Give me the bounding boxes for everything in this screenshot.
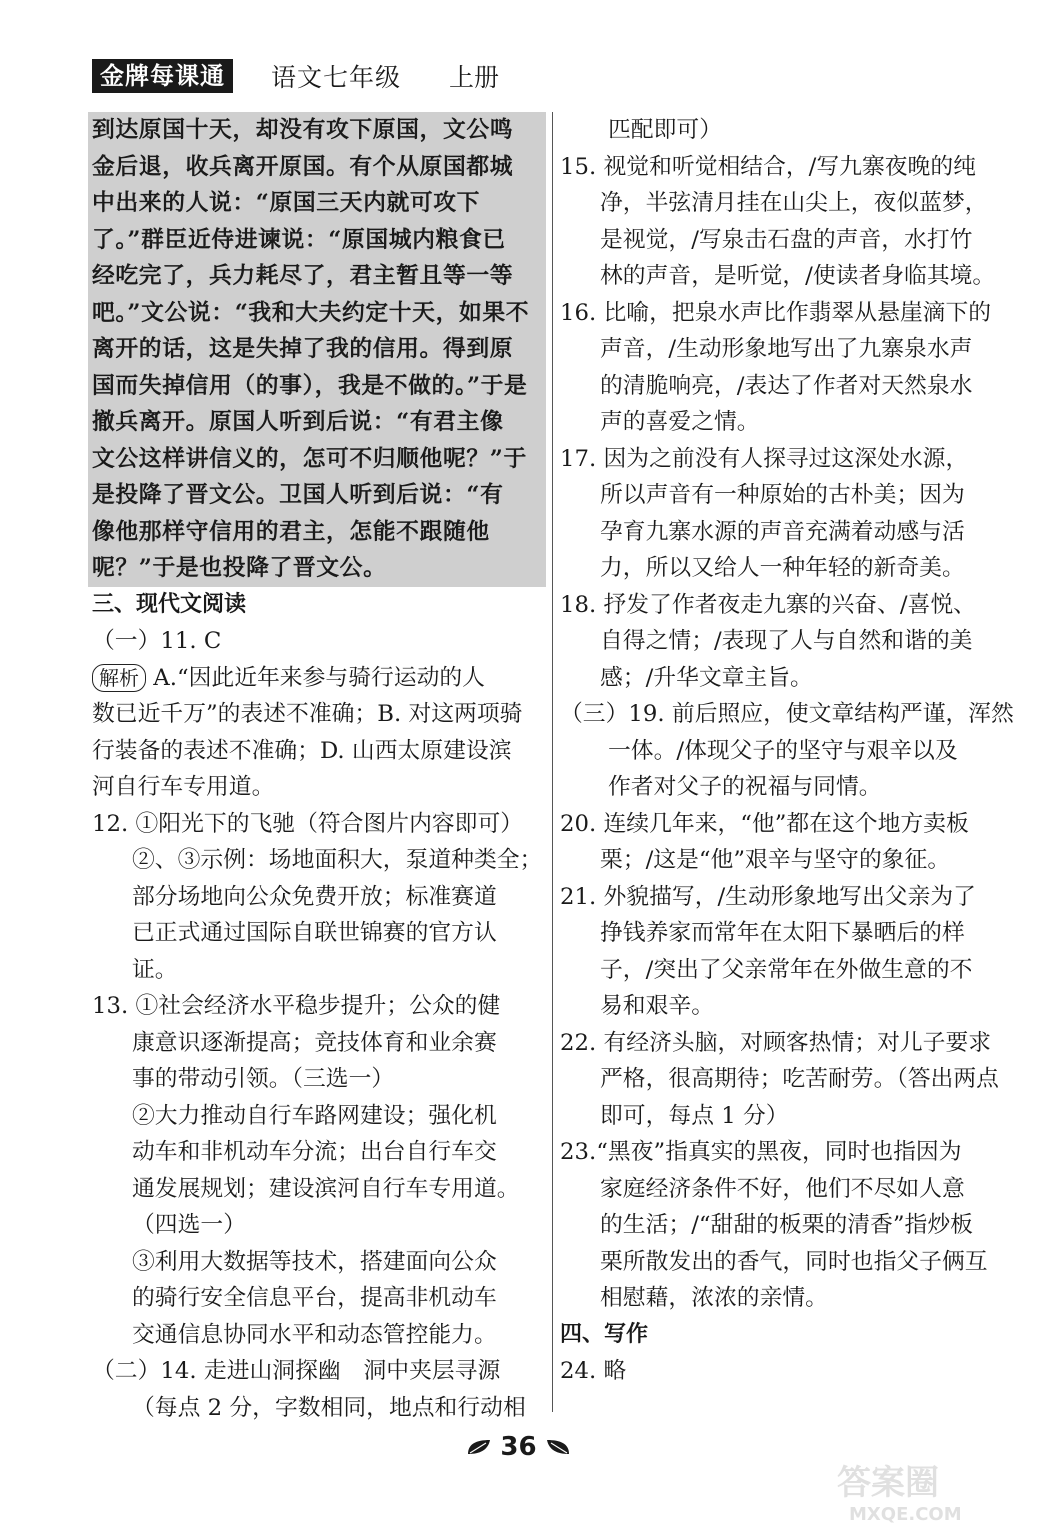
text-line: 中出来的人说：“原国三天内就可攻下	[92, 190, 481, 216]
answer-23-line: 相慰藉，浓浓的亲情。	[600, 1285, 828, 1311]
answer-18-line: 自得之情；/表现了人与自然和谐的美	[600, 628, 973, 654]
answer-13-line: （四选一）	[132, 1212, 246, 1238]
answer-11: （一）11. C	[92, 628, 222, 654]
answer-21-line: 子，/突出了父亲常年在外做生意的不	[600, 956, 973, 983]
answer-13-line: ③利用大数据等技术，搭建面向公众	[132, 1248, 497, 1275]
text-line: 像他那样守信用的君主，怎能不跟随他	[92, 518, 490, 545]
leaf-ornament-icon	[545, 1438, 571, 1456]
answer-21: 21. 外貌描写，/生动形象地写出父亲为了	[560, 883, 976, 910]
left-column	[92, 112, 544, 1426]
answer-12-line: ②、③示例：场地面积大，泵道种类全；	[132, 847, 543, 873]
answer-24: 24. 略	[560, 1358, 627, 1384]
answer-15-line: 是视觉，/写泉击石盘的声音，水打竹	[600, 226, 973, 253]
answer-21-line: 挣钱养家而常年在太阳下暴晒后的样	[600, 920, 965, 946]
answer-21-line: 易和艰辛。	[600, 993, 714, 1019]
answer-22: 22. 有经济头脑，对顾客热情；对儿子要求	[560, 1029, 992, 1056]
answer-16-line: 声的喜爱之情。	[600, 409, 760, 435]
answer-22-line: 严格，很高期待；吃苦耐劳。（答出两点	[600, 1066, 999, 1092]
answer-17-line: 所以声音有一种原始的古朴美；因为	[600, 482, 965, 508]
analysis-line: 河自行车专用道。	[92, 774, 275, 800]
answer-15-line: 净，半弦清月挂在山尖上，夜似蓝梦，	[600, 190, 988, 216]
text-line: 了。”群臣近侍进谏说：“原国城内粮食已	[92, 226, 506, 253]
answer-19: （三）19. 前后照应，使文章结构严谨，浑然	[560, 701, 1014, 727]
brand-label: 金牌每课通	[92, 59, 233, 93]
translation-block	[88, 112, 546, 587]
text-line: 国而失掉信用（的事），我是不做的。”于是	[92, 372, 528, 399]
answer-20-line: 栗；/这是“他”艰辛与坚守的象征。	[600, 847, 951, 873]
text-line: 呢？”于是也投降了晋文公。	[92, 555, 387, 581]
answer-12: 12. ①阳光下的飞驰（符合图片内容即可）	[92, 810, 524, 837]
answer-17-line: 孕育九寨水源的声音充满着动感与活	[600, 518, 965, 545]
answer-19-line: 作者对父子的祝福与同情。	[608, 774, 882, 800]
text-line: 经吃完了，兵力耗尽了，君主暂且等一等	[92, 263, 514, 289]
watermark-logo	[807, 1456, 1007, 1526]
page-number: 36	[500, 1432, 537, 1462]
answer-12-line: 已正式通过国际自联世锦赛的官方认	[132, 920, 497, 946]
volume-label: 上册	[449, 63, 500, 92]
analysis-tag: 解析	[92, 664, 146, 692]
section-heading-writing: 四、写作	[560, 1321, 649, 1347]
answer-14-line: （每点 2 分，字数相同，地点和行动相	[132, 1394, 526, 1421]
answer-13-line: 交通信息协同水平和动态管控能力。	[132, 1321, 497, 1348]
text-line: 金后退，收兵离开原国。有个从原国都城	[92, 153, 514, 180]
answer-23: 23.“黑夜”指真实的黑夜，同时也指因为	[560, 1139, 962, 1165]
answer-12-line: 部分场地向公众免费开放；标准赛道	[132, 883, 497, 910]
analysis-line	[92, 660, 544, 697]
answer-20: 20. 连续几年来，“他”都在这个地方卖板	[560, 810, 969, 837]
text-line: 到达原国十天，却没有攻下原国，文公鸣	[92, 117, 514, 143]
answer-13-line: 康意识逐渐提高；竞技体育和业余赛	[132, 1029, 497, 1056]
leaf-ornament-icon	[466, 1438, 492, 1456]
text-line: 文公这样讲信义的，怎可不归顺他呢？”于	[92, 445, 527, 472]
answer-17-line: 力，所以又给人一种年轻的新奇美。	[600, 555, 965, 581]
answer-23-line: 栗所散发出的香气，同时也指父子俩互	[600, 1248, 988, 1275]
answer-22-line: 即可，每点 1 分）	[600, 1102, 789, 1129]
answer-15-line: 林的声音，是听觉，/使读者身临其境。	[600, 263, 996, 289]
text-line: 撤兵离开。原国人听到后说：“有君主像	[92, 409, 504, 435]
answer-23-line: 家庭经济条件不好，他们不尽如人意	[600, 1175, 965, 1202]
answer-13-line: 通发展规划；建设滨河自行车专用道。	[132, 1175, 520, 1202]
answer-15: 15. 视觉和听觉相结合，/写九寨夜晚的纯	[560, 153, 976, 180]
answer-13-line: 的骑行安全信息平台，提高非机动车	[132, 1285, 497, 1311]
analysis-line: 行装备的表述不准确；D. 山西太原建设滨	[92, 737, 512, 764]
watermark-text: 答案圈	[837, 1463, 939, 1503]
answer-23-line: 的生活；/“甜甜的板栗的清香”指炒板	[600, 1212, 973, 1238]
answer-18-line: 感；/升华文章主旨。	[600, 664, 813, 691]
answer-14: （二）14. 走进山洞探幽 洞中夹层寻源	[92, 1358, 501, 1384]
subject-label: 语文七年级	[271, 63, 402, 92]
answer-12-line: 证。	[132, 956, 178, 983]
answer-19-line: 一体。/体现父子的坚守与艰辛以及	[608, 737, 958, 764]
answer-13-line: ②大力推动自行车路网建设；强化机	[132, 1102, 497, 1129]
text-line: 是投降了晋文公。卫国人听到后说：“有	[92, 482, 504, 508]
answer-13: 13. ①社会经济水平稳步提升；公众的健	[92, 993, 501, 1019]
right-column	[560, 112, 1022, 1390]
answer-16: 16. 比喻，把泉水声比作翡翠从悬崖滴下的	[560, 299, 992, 326]
text-line: 吧。”文公说：“我和大夫约定十天，如果不	[92, 299, 530, 326]
page-header	[92, 58, 499, 94]
answer-16-line: 声音，/生动形象地写出了九寨泉水声	[600, 336, 973, 362]
watermark-url: MXQE.COM	[849, 1504, 962, 1525]
answer-13-line: 动车和非机动车分流；出台自行车交	[132, 1139, 497, 1165]
answer-18: 18. 抒发了作者夜走九寨的兴奋、/喜悦、	[560, 591, 976, 618]
answer-17: 17. 因为之前没有人探寻过这深处水源，	[560, 445, 969, 472]
answer-14-tail: 匹配即可）	[608, 117, 722, 143]
answer-16-line: 的清脆响亮，/表达了作者对天然泉水	[600, 372, 973, 399]
section-heading-reading: 三、现代文阅读	[92, 591, 247, 617]
answer-13-line: 事的带动引领。（三选一）	[132, 1066, 395, 1092]
analysis-text: A.“因此近年来参与骑行运动的人	[146, 664, 485, 691]
column-divider	[552, 112, 553, 1412]
analysis-line: 数已近千万”的表述不准确；B. 对这两项骑	[92, 701, 523, 727]
text-line: 离开的话，这是失掉了我的信用。得到原	[92, 336, 514, 362]
